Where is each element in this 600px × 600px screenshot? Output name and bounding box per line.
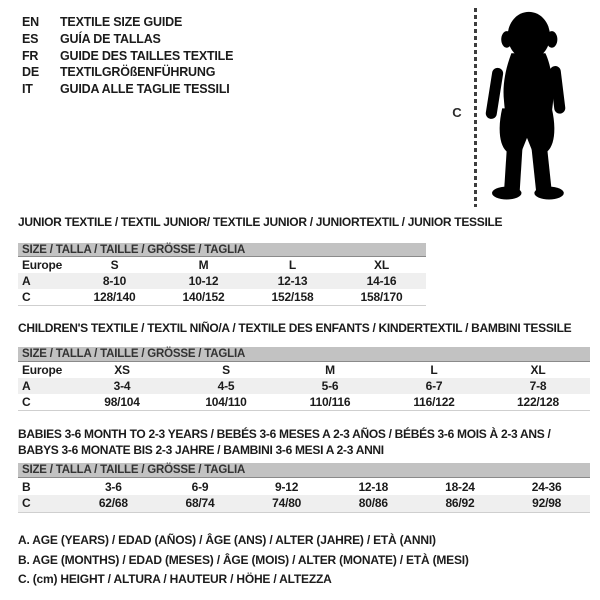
age-cell: 6-9 xyxy=(191,479,209,494)
size-cell: M xyxy=(325,363,335,377)
age-cell: 12-18 xyxy=(358,479,389,494)
height-cell: 116/122 xyxy=(413,394,455,409)
babies-title-line2: BABYS 3-6 MONATE BIS 2-3 JAHRE / BAMBINI 3-6 MESI A 2-3 ANNI xyxy=(18,443,384,457)
lang-row-en xyxy=(22,14,233,31)
age-cell: 7-8 xyxy=(529,379,547,393)
table-row xyxy=(18,394,590,410)
children-table xyxy=(18,347,590,411)
legend-line-b: B. AGE (MONTHS) / EDAD (MESES) / ÂGE (MOIS) / ALTER (MONATE) / ETÀ (MESI) xyxy=(18,552,469,567)
height-cell: 68/74 xyxy=(185,496,215,511)
lang-title: GUIDE DES TAILLES TEXTILE xyxy=(60,48,234,63)
size-cell: S xyxy=(110,258,119,272)
height-cell: 92/98 xyxy=(532,496,562,511)
babies-table-title xyxy=(18,426,590,458)
babies-table xyxy=(18,463,590,513)
children-table-title: CHILDREN'S TEXTILE / TEXTIL NIÑO/A / TEXTILE DES ENFANTS / KINDERTEXTIL / BAMBINI TESSILE xyxy=(18,321,572,335)
lang-title: TEXTILE SIZE GUIDE xyxy=(60,15,183,29)
age-cell: 9-12 xyxy=(275,479,299,494)
age-cell: 24-36 xyxy=(531,479,562,494)
size-header-band: SIZE / TALLA / TAILLE / GRÖSSE / TAGLIA xyxy=(18,347,590,362)
lang-row-es xyxy=(22,31,233,48)
height-cell: 128/140 xyxy=(93,289,136,304)
row-label: A xyxy=(22,379,31,393)
table-row xyxy=(18,378,590,394)
size-cell: XL xyxy=(374,258,389,272)
lang-code: IT xyxy=(22,82,33,97)
lang-code: DE xyxy=(22,65,39,80)
lang-row-fr xyxy=(22,48,233,65)
legend-line-c: C. (cm) HEIGHT / ALTURA / HAUTEUR / HÖHE / ALTEZZA xyxy=(18,572,332,586)
height-cell: 86/92 xyxy=(445,496,475,511)
size-header-band: SIZE / TALLA / TAILLE / GRÖSSE / TAGLIA xyxy=(18,243,426,257)
lang-row-it xyxy=(22,81,233,98)
row-label: A xyxy=(22,274,31,288)
age-cell: 3-6 xyxy=(104,479,122,494)
babies-title-line1: BABIES 3-6 MONTH TO 2-3 YEARS / BEBÉS 3-6 MESES A 2-3 AÑOS / BÉBÉS 3-6 MOIS À 2-3 ANS / xyxy=(18,427,551,441)
age-cell: 6-7 xyxy=(425,379,443,393)
lang-code: EN xyxy=(22,15,39,29)
lang-title: GUÍA DE TALLAS xyxy=(60,31,161,46)
age-cell: 10-12 xyxy=(188,274,219,288)
size-header-band: SIZE / TALLA / TAILLE / GRÖSSE / TAGLIA xyxy=(18,463,590,478)
height-cell: 152/158 xyxy=(271,289,314,304)
table-row xyxy=(18,289,426,305)
age-cell: 12-13 xyxy=(277,274,308,288)
row-label: B xyxy=(22,479,31,494)
language-title-list xyxy=(22,14,233,98)
row-label: Europe xyxy=(22,363,63,377)
size-cell: S xyxy=(222,363,230,377)
height-cell: 122/128 xyxy=(517,394,559,409)
height-cell: 62/68 xyxy=(98,496,128,511)
row-label: C xyxy=(22,496,31,511)
lang-code: FR xyxy=(22,48,39,63)
age-cell: 18-24 xyxy=(445,479,475,494)
age-cell: 5-6 xyxy=(321,379,339,393)
size-cell: M xyxy=(198,258,209,272)
height-cell: 158/170 xyxy=(360,289,403,304)
size-cell: L xyxy=(430,363,438,377)
size-cell: XS xyxy=(114,363,130,377)
size-cell: XL xyxy=(530,363,546,377)
height-cell: 74/80 xyxy=(272,496,302,511)
height-measure-label: C xyxy=(452,105,462,120)
legend-line-a: A. AGE (YEARS) / EDAD (AÑOS) / ÂGE (ANS) / ALTER (JAHRE) / ETÀ (ANNI) xyxy=(18,533,436,547)
lang-row-de xyxy=(22,64,233,81)
row-label: C xyxy=(22,394,31,409)
table-row xyxy=(18,495,590,512)
lang-code: ES xyxy=(22,31,39,46)
height-measure-dashed-line xyxy=(474,8,477,207)
height-cell: 80/86 xyxy=(358,496,388,511)
row-label: C xyxy=(22,289,31,304)
junior-table-title: JUNIOR TEXTILE / TEXTIL JUNIOR/ TEXTILE JUNIOR / JUNIORTEXTIL / JUNIOR TESSILE xyxy=(18,215,503,229)
table-row xyxy=(18,478,590,495)
lang-title: GUIDA ALLE TAGLIE TESSILI xyxy=(60,82,230,97)
table-row xyxy=(18,362,590,378)
height-cell: 98/104 xyxy=(104,394,140,409)
row-label: Europe xyxy=(22,258,63,272)
age-cell: 8-10 xyxy=(102,274,127,288)
age-cell: 14-16 xyxy=(366,274,397,288)
age-cell: 4-5 xyxy=(217,379,235,393)
height-cell: 110/116 xyxy=(309,394,351,409)
lang-title: TEXTILGRÖßENFÜHRUNG xyxy=(60,65,216,80)
toddler-silhouette-icon xyxy=(481,7,573,208)
table-row xyxy=(18,257,426,273)
height-cell: 104/110 xyxy=(205,394,247,409)
height-cell: 140/152 xyxy=(182,289,225,304)
table-row xyxy=(18,273,426,289)
junior-table xyxy=(18,243,426,306)
age-cell: 3-4 xyxy=(113,379,131,393)
legend xyxy=(18,531,469,590)
size-cell: L xyxy=(288,258,297,272)
